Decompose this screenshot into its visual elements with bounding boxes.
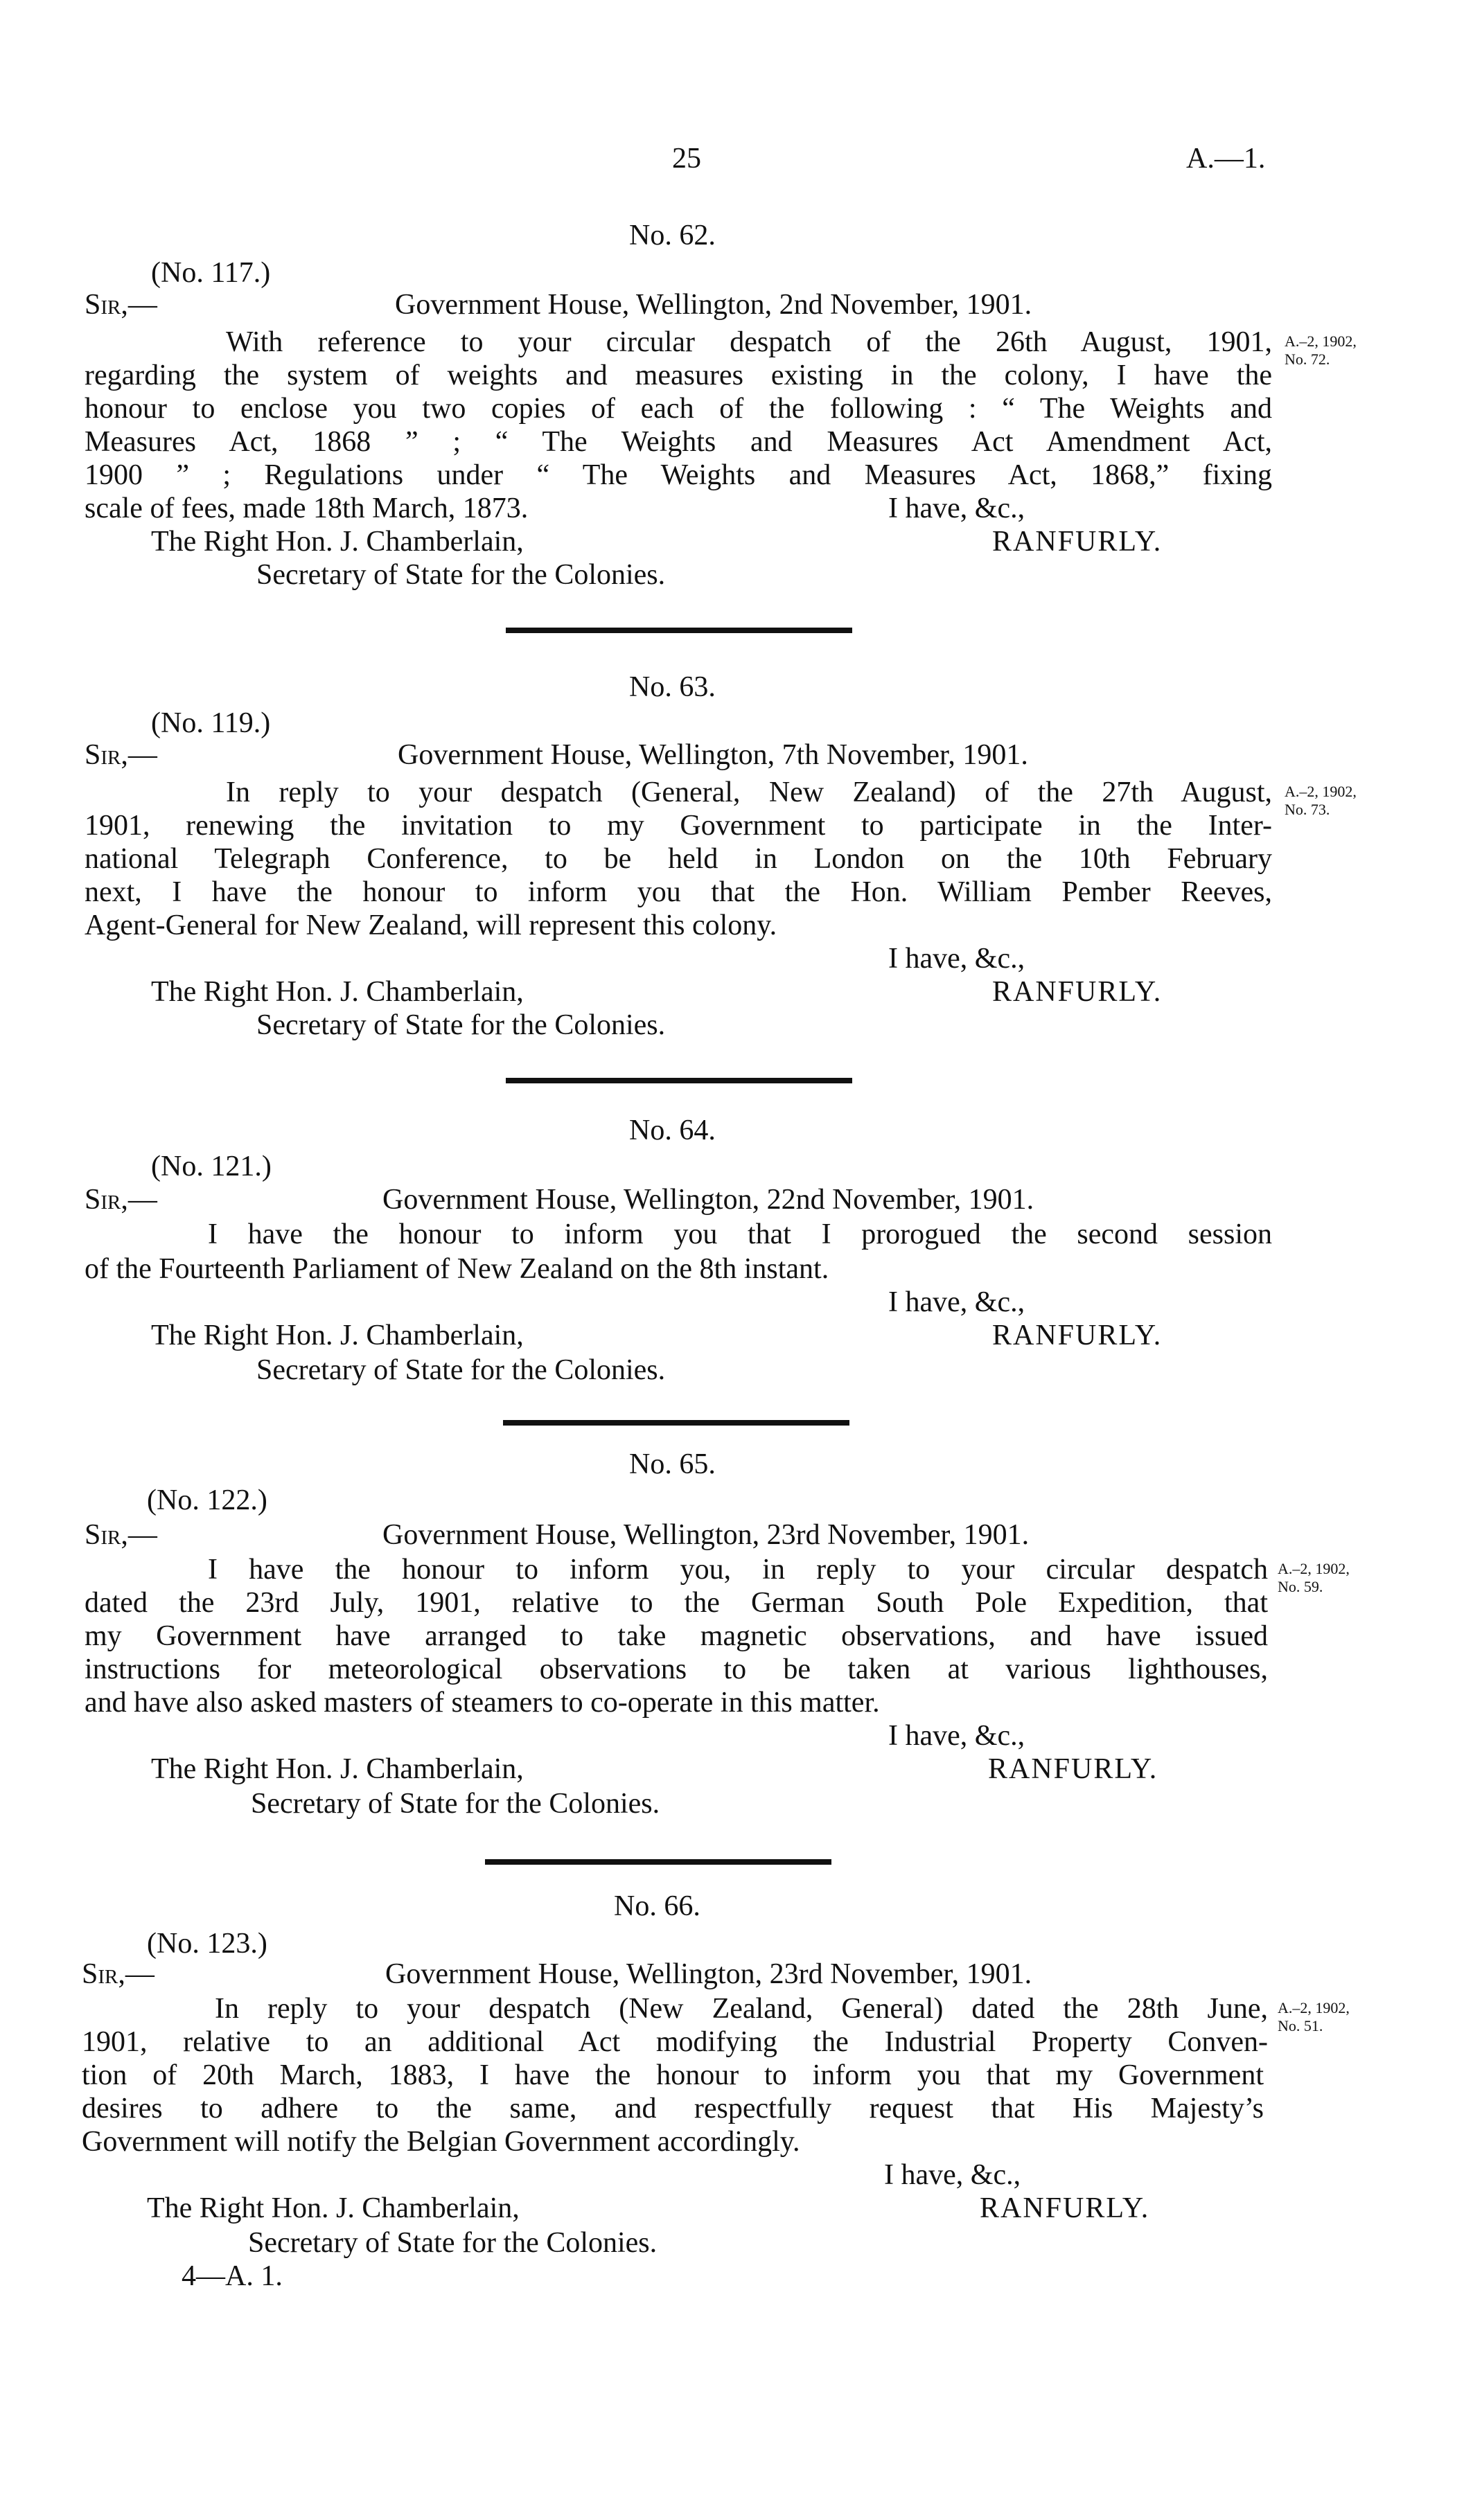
- dateline: Government House, Wellington, 23rd November, 1901.: [382, 1519, 1030, 1551]
- margin-reference: No. 73.: [1285, 801, 1330, 818]
- recipient-title: Secretary of State for the Colonies.: [248, 2227, 658, 2259]
- recipient-title: Secretary of State for the Colonies.: [251, 1788, 660, 1820]
- body-line: tion of 20th March, 1883, I have the honour to inform you that my Government: [82, 2059, 1264, 2091]
- despatch-number: No. 63.: [629, 671, 716, 703]
- margin-reference: A.–2, 1902,: [1278, 1999, 1350, 2016]
- body-line: I have the honour to inform you that I prorogued the second session: [208, 1218, 1272, 1250]
- signature: RANFURLY.: [992, 1320, 1163, 1351]
- recipient: The Right Hon. J. Chamberlain,: [151, 1320, 524, 1351]
- recipient-title: Secretary of State for the Colonies.: [256, 1009, 666, 1041]
- body-line: 1901, renewing the invitation to my Government to participate in the Inter-: [85, 810, 1272, 842]
- closing: I have, &c.,: [884, 2159, 1021, 2191]
- margin-reference: No. 59.: [1278, 1578, 1323, 1595]
- section-divider: [506, 628, 852, 633]
- body-line: 1900 ” ; Regulations under “ The Weights and Measures Act, 1868,” fixing: [85, 459, 1272, 491]
- margin-reference: A.–2, 1902,: [1285, 783, 1357, 800]
- margin-reference: No. 72.: [1285, 351, 1330, 368]
- signature-mark: 4—A. 1.: [182, 2260, 283, 2292]
- body-line: I have the honour to inform you, in reply to your circular despatch: [208, 1554, 1268, 1586]
- body-line: Agent-General for New Zealand, will represent this colony.: [85, 909, 777, 941]
- salutation: Sir,—: [85, 739, 157, 771]
- dateline: Government House, Wellington, 22nd November, 1901.: [382, 1184, 1034, 1216]
- signature: RANFURLY.: [992, 526, 1163, 558]
- salutation: Sir,—: [85, 1519, 157, 1551]
- body-line: regarding the system of weights and measures existing in the colony, I have the: [85, 360, 1272, 391]
- recipient: The Right Hon. J. Chamberlain,: [147, 2192, 520, 2224]
- despatch-reference: (No. 119.): [151, 707, 271, 739]
- signature: RANFURLY.: [980, 2192, 1150, 2224]
- recipient-title: Secretary of State for the Colonies.: [256, 559, 666, 591]
- body-line: my Government have arranged to take magnetic observations, and have issued: [85, 1620, 1268, 1652]
- dateline: Government House, Wellington, 2nd November, 1901.: [395, 289, 1032, 321]
- body-line: desires to adhere to the same, and respectfully request that His Majesty’s: [82, 2093, 1264, 2124]
- despatch-reference: (No. 122.): [147, 1484, 267, 1516]
- body-line: In reply to your despatch (New Zealand, General) dated the 28th June,: [215, 1993, 1268, 2025]
- body-line: 1901, relative to an additional Act modifying the Industrial Property Conven-: [82, 2026, 1268, 2058]
- signature: RANFURLY.: [992, 976, 1163, 1008]
- despatch-number: No. 65.: [629, 1448, 716, 1480]
- body-line: In reply to your despatch (General, New Zealand) of the 27th August,: [226, 777, 1272, 808]
- despatch-reference: (No. 123.): [147, 1928, 267, 1960]
- despatch-number: No. 62.: [629, 220, 716, 251]
- body-line: national Telegraph Conference, to be held in London on the 10th February: [85, 843, 1272, 875]
- section-divider: [485, 1859, 831, 1865]
- margin-reference: A.–2, 1902,: [1278, 1560, 1350, 1577]
- document-reference: A.—1.: [1186, 143, 1266, 175]
- salutation: Sir,—: [85, 289, 157, 321]
- closing: I have, &c.,: [888, 493, 1025, 524]
- dateline: Government House, Wellington, 7th November, 1901.: [398, 739, 1028, 771]
- recipient-title: Secretary of State for the Colonies.: [256, 1354, 666, 1386]
- body-line: and have also asked masters of steamers to co-operate in this matter.: [85, 1687, 880, 1719]
- despatch-reference: (No. 117.): [151, 257, 271, 289]
- margin-reference: No. 51.: [1278, 2017, 1323, 2034]
- recipient: The Right Hon. J. Chamberlain,: [151, 976, 524, 1008]
- signature: RANFURLY.: [988, 1753, 1158, 1785]
- salutation: Sir,—: [82, 1958, 155, 1990]
- recipient: The Right Hon. J. Chamberlain,: [151, 526, 524, 558]
- body-line: instructions for meteorological observations to be taken at various lighthouses,: [85, 1653, 1268, 1685]
- body-line: next, I have the honour to inform you that the Hon. William Pember Reeves,: [85, 876, 1272, 908]
- recipient: The Right Hon. J. Chamberlain,: [151, 1753, 524, 1785]
- body-line: honour to enclose you two copies of each of the following : “ The Weights and: [85, 393, 1272, 425]
- margin-reference: A.–2, 1902,: [1285, 332, 1357, 350]
- section-divider: [506, 1078, 852, 1083]
- closing: I have, &c.,: [888, 943, 1025, 975]
- salutation: Sir,—: [85, 1184, 157, 1216]
- body-line: Government will notify the Belgian Government accordingly.: [82, 2126, 800, 2158]
- body-line: With reference to your circular despatch of the 26th August, 1901,: [226, 326, 1272, 358]
- despatch-reference: (No. 121.): [151, 1151, 272, 1182]
- closing: I have, &c.,: [888, 1286, 1025, 1318]
- body-line: dated the 23rd July, 1901, relative to the German South Pole Expedition, that: [85, 1587, 1268, 1619]
- closing: I have, &c.,: [888, 1720, 1025, 1752]
- dateline: Government House, Wellington, 23rd November, 1901.: [385, 1958, 1032, 1990]
- body-line: Measures Act, 1868 ” ; “ The Weights and Measures Act Amendment Act,: [85, 426, 1272, 458]
- page-number: 25: [672, 143, 701, 175]
- body-line: scale of fees, made 18th March, 1873.: [85, 493, 529, 524]
- despatch-number: No. 66.: [614, 1890, 700, 1922]
- body-line: of the Fourteenth Parliament of New Zealand on the 8th instant.: [85, 1253, 829, 1285]
- despatch-number: No. 64.: [629, 1115, 716, 1146]
- section-divider: [503, 1420, 849, 1426]
